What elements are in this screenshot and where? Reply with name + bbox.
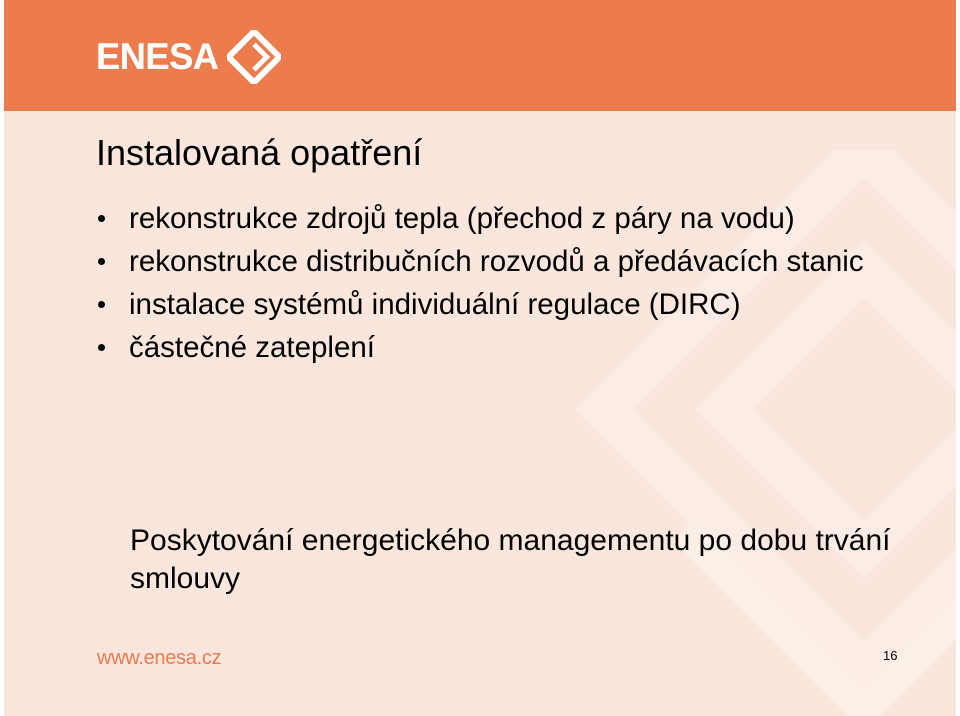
bullet-list xyxy=(96,198,916,370)
enesa-logo xyxy=(96,26,281,88)
bullet-icon xyxy=(98,301,105,308)
slide-title: Instalovaná opatření xyxy=(96,132,423,173)
bullet-icon xyxy=(98,344,105,351)
list-item xyxy=(96,327,916,368)
list-item xyxy=(96,241,916,282)
slide xyxy=(4,0,956,716)
bullet-text: částečné zateplení xyxy=(129,331,375,364)
closing-statement: Poskytování energetického managementu po dobu trvání smlouvy xyxy=(130,524,891,595)
logo-text: ENESA xyxy=(96,36,219,77)
bullet-icon xyxy=(98,258,105,265)
bullet-text: rekonstrukce zdrojů tepla (přechod z páry na vodu) xyxy=(129,202,795,235)
list-item xyxy=(96,198,916,239)
bullet-text: instalace systémů individuální regulace (DIRC) xyxy=(129,288,741,321)
enesa-diamond-logo-icon xyxy=(227,30,281,84)
list-item xyxy=(96,284,916,325)
bullet-icon xyxy=(98,215,105,222)
header-bar xyxy=(4,0,956,111)
bullet-text: rekonstrukce distribučních rozvodů a předávacích stanic xyxy=(129,245,864,278)
footer-url: www.enesa.cz xyxy=(97,647,222,669)
page-number: 16 xyxy=(883,648,898,663)
